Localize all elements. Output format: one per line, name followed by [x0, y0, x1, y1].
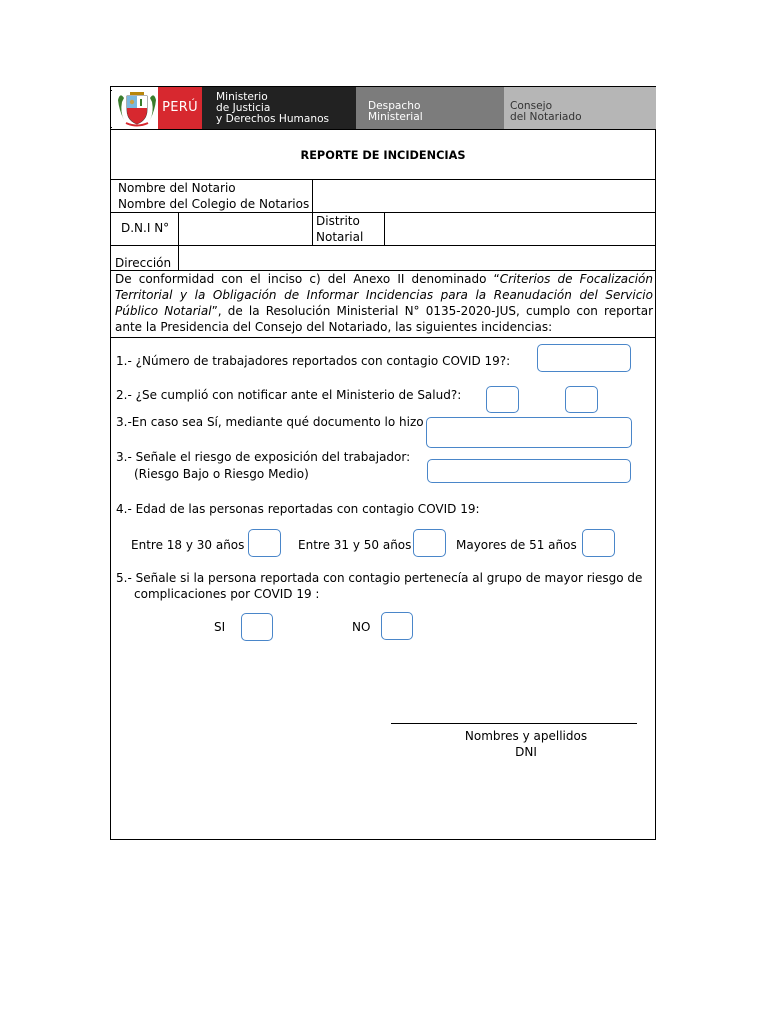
intro-text: ”, de la Resolución Ministerial N° 0135-2020-JUS, cumplo con reportar ante la Presidencia del Consejo del Notariado, las siguientes incidencias: — [115, 304, 653, 334]
divider — [178, 212, 179, 270]
ministry-label — [202, 87, 356, 129]
document-input[interactable] — [426, 417, 632, 448]
signature-line — [391, 723, 637, 724]
peru-label: PERÚ — [158, 87, 202, 129]
ministry-line: de Justicia — [216, 102, 271, 114]
corner-tick — [110, 127, 112, 128]
notified-yes-box[interactable] — [486, 386, 519, 413]
risk-yes-label: SI — [214, 620, 226, 634]
office-label — [356, 87, 504, 129]
question-5: 5.- Señale si la persona reportada con contagio pertenecía al grupo de mayor riesgo de — [116, 571, 643, 585]
age-option-18-30-label: Entre 18 y 30 años — [131, 538, 245, 552]
divider — [111, 337, 655, 338]
signature-name-label: Nombres y apellidos — [464, 729, 588, 743]
college-name-label: Nombre del Colegio de Notarios — [118, 197, 310, 211]
divider — [111, 245, 655, 246]
document-title: REPORTE DE INCIDENCIAS — [300, 149, 466, 162]
notary-name-label: Nombre del Notario — [118, 181, 236, 195]
question-2: 2.- ¿Se cumplió con notificar ante el Ministerio de Salud?: — [116, 388, 462, 402]
district-line: Distrito — [316, 214, 360, 228]
risk-no-label: NO — [352, 620, 371, 634]
corner-tick — [110, 90, 112, 91]
age-51-plus-box[interactable] — [582, 529, 615, 557]
risk-no-box[interactable] — [381, 612, 413, 640]
council-line: Consejo — [510, 100, 553, 112]
notified-no-box[interactable] — [565, 386, 598, 413]
question-1: 1.- ¿Número de trabajadores reportados con contagio COVID 19?: — [116, 354, 511, 368]
exposure-risk-input[interactable] — [427, 459, 631, 483]
signature-dni-label: DNI — [515, 745, 537, 759]
coat-of-arms-icon — [116, 90, 158, 128]
office-line: Ministerial — [368, 111, 423, 123]
question-5-continued: complicaciones por COVID 19 : — [134, 587, 320, 601]
intro-paragraph — [115, 271, 653, 335]
risk-yes-box[interactable] — [241, 613, 273, 641]
ministry-line: Ministerio — [216, 91, 268, 103]
question-4: 4.- Edad de las personas reportadas con contagio COVID 19: — [116, 502, 480, 516]
divider — [111, 212, 655, 213]
question-3b: 3.- Señale el riesgo de exposición del trabajador: — [116, 450, 411, 464]
incident-report-form — [110, 86, 656, 840]
workers-count-input[interactable] — [537, 344, 631, 372]
age-option-51-plus-label: Mayores de 51 años — [456, 538, 577, 552]
header-banner — [111, 87, 657, 129]
question-3a: 3.-En caso sea Sí, mediante qué documento lo hizo — [116, 415, 424, 429]
intro-italic-text: Criterios de Focalización Territorial y la Obligación de Informar Incidencias para la Reanudación del Servicio Público Notarial — [115, 272, 653, 318]
address-label: Dirección — [115, 256, 172, 270]
district-label — [316, 213, 363, 245]
divider — [312, 179, 313, 245]
council-label — [504, 87, 656, 129]
divider — [384, 212, 385, 245]
age-18-30-box[interactable] — [248, 529, 281, 557]
council-line: del Notariado — [510, 111, 582, 123]
office-line: Despacho — [368, 100, 421, 112]
dni-label: D.N.I N° — [121, 221, 170, 235]
divider — [111, 129, 655, 130]
intro-text: De conformidad con el inciso c) del Anexo II denominado “ — [115, 272, 500, 286]
age-31-50-box[interactable] — [413, 529, 446, 557]
age-option-31-50-label: Entre 31 y 50 años — [298, 538, 412, 552]
question-3b-hint: (Riesgo Bajo o Riesgo Medio) — [134, 467, 309, 481]
district-line: Notarial — [316, 230, 364, 244]
ministry-line: y Derechos Humanos — [216, 113, 330, 125]
